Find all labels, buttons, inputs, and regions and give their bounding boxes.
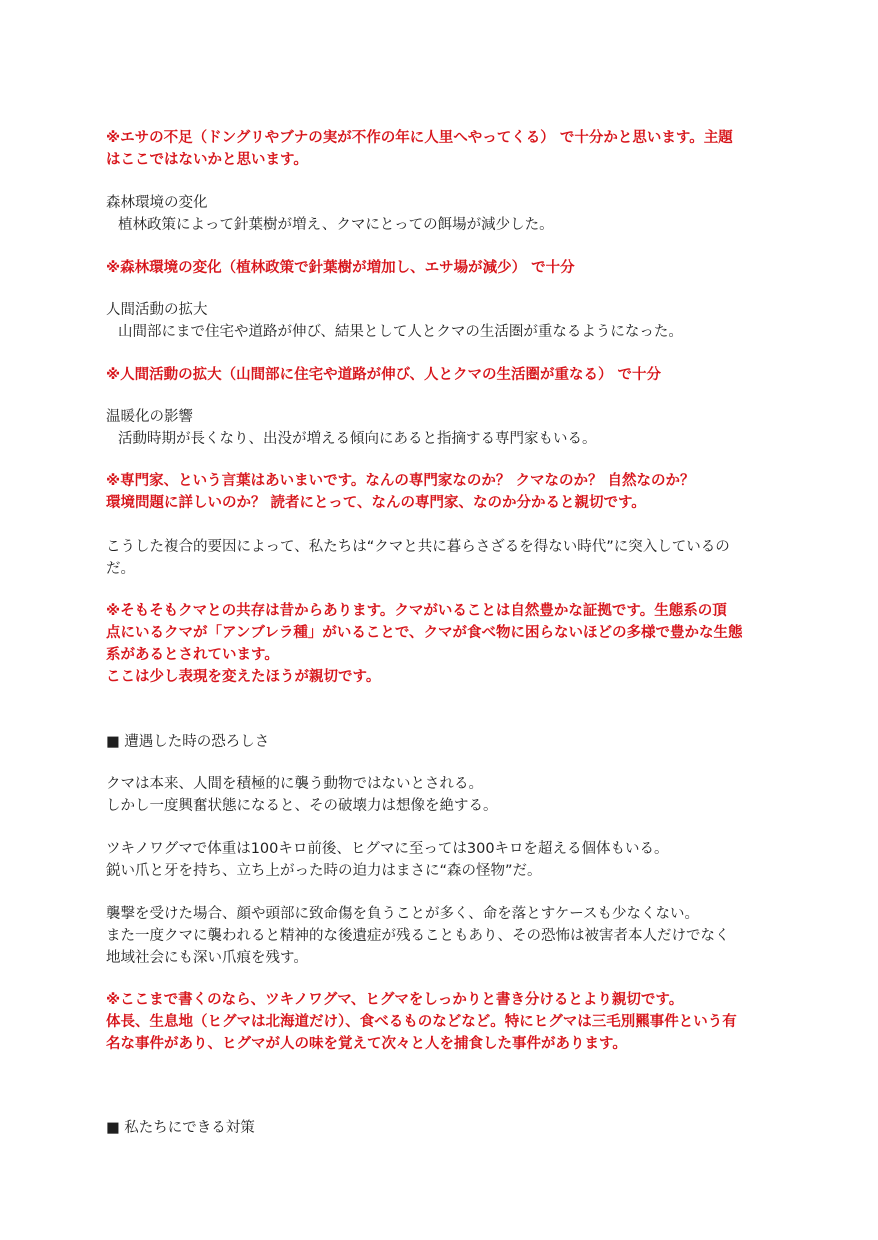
section-subheading: 温暖化の影響 xyxy=(106,409,193,425)
body-paragraph: また一度クマに襲われると精神的な後遺症が残ることもあり、その恐怖は被害者本人だけでなく xyxy=(106,928,730,944)
editor-comment: 系があるとされています。 xyxy=(106,647,279,663)
editor-comment: ※森林環境の変化（植林政策で針葉樹が増加し、エサ場が減少） で十分 xyxy=(106,260,575,276)
editor-comment: 体長、生息地（ヒグマは北海道だけ）、食べるものなどなど。特にヒグマは三毛別羆事件という有 xyxy=(106,1014,737,1030)
body-paragraph: しかし一度興奮状態になると、その破壊力は想像を絶する。 xyxy=(106,798,498,814)
body-paragraph: 植林政策によって針葉樹が増え、クマにとっての餌場が減少した。 xyxy=(118,217,554,233)
section-heading: ■ 遭遇した時の恐ろしさ xyxy=(106,734,270,750)
section-subheading: 人間活動の拡大 xyxy=(106,302,208,318)
editor-comment: 環境問題に詳しいのか？ 読者にとって、なんの専門家、なのか分かると親切です。 xyxy=(106,495,646,511)
section-subheading: 森林環境の変化 xyxy=(106,195,208,211)
body-paragraph: 鋭い爪と牙を持ち、立ち上がった時の迫力はまさに“森の怪物”だ。 xyxy=(106,863,542,879)
body-paragraph: 襲撃を受けた場合、顔や頭部に致命傷を負うことが多く、命を落とすケースも少なくない。 xyxy=(106,906,700,922)
editor-comment: ※エサの不足（ドングリやブナの実が不作の年に人里へやってくる） で十分かと思います。主題 xyxy=(106,130,733,146)
editor-comment: ここは少し表現を変えたほうが親切です。 xyxy=(106,669,381,685)
body-paragraph: 山間部にまで住宅や道路が伸び、結果として人とクマの生活圏が重なるようになった。 xyxy=(118,324,683,340)
body-paragraph: クマは本来、人間を積極的に襲う動物ではないとされる。 xyxy=(106,776,483,792)
body-paragraph: 活動時期が長くなり、出没が増える傾向にあると指摘する専門家もいる。 xyxy=(118,431,597,447)
editor-comment: はここではないかと思います。 xyxy=(106,152,308,168)
body-paragraph: ツキノワグマで体重は100キロ前後、ヒグマに至っては300キロを超える個体もいる。 xyxy=(106,841,669,857)
section-heading: ■ 私たちにできる対策 xyxy=(106,1120,255,1136)
editor-comment: 点にいるクマが「アンブレラ種」がいることで、クマが食べ物に困らないほどの多様で豊かな生態 xyxy=(106,625,743,641)
editor-comment: 名な事件があり、ヒグマが人の味を覚えて次々と人を捕食した事件があります。 xyxy=(106,1036,627,1052)
editor-comment: ※人間活動の拡大（山間部に住宅や道路が伸び、人とクマの生活圏が重なる） で十分 xyxy=(106,367,662,383)
body-paragraph: だ。 xyxy=(106,561,135,577)
editor-comment: ※そもそもクマとの共存は昔からあります。クマがいることは自然豊かな証拠です。生態系の頂 xyxy=(106,603,727,619)
body-paragraph: 地域社会にも深い爪痕を残す。 xyxy=(106,950,308,966)
editor-comment: ※専門家、という言葉はあいまいです。なんの専門家なのか？ クマなのか？ 自然なのか？ xyxy=(106,473,695,489)
body-paragraph: こうした複合的要因によって、私たちは“クマと共に暮らさざるを得ない時代”に突入しているの xyxy=(106,539,730,555)
editor-comment: ※ここまで書くのなら、ツキノワグマ、ヒグマをしっかりと書き分けるとより親切です。 xyxy=(106,992,684,1008)
